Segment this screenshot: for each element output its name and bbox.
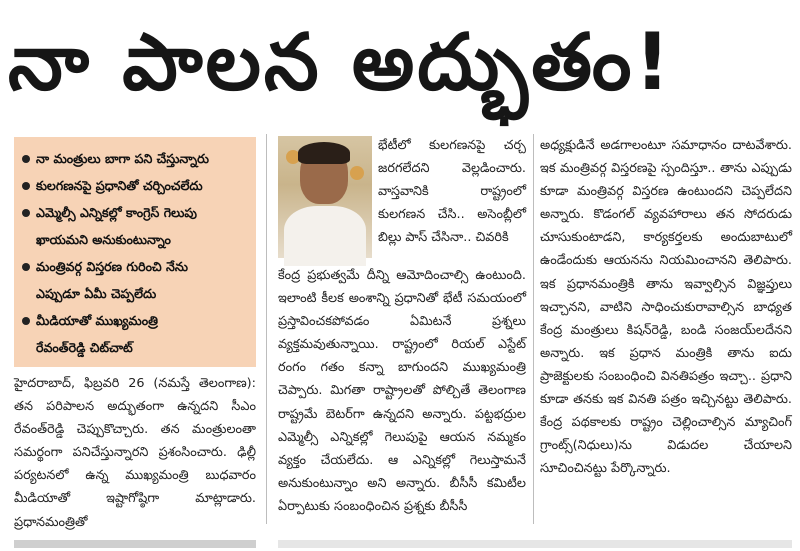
column-divider xyxy=(533,134,534,524)
article-column-2-top: భేటీలో కులగణనపై చర్చ జరగలేదని వెల్లడించారు. వాస్తవానికి రాష్ట్రంలో కులగణన చేసి.. అసెంబ్లీలో బిల్లు పాస్ చేసినా.. చివరికి xyxy=(378,138,526,246)
highlight-item: మంత్రివర్గ విస్తరణ గురించి నేను ఎప్పుడూ ఏమీ చెప్పలేదు xyxy=(20,253,250,307)
article-column-3: అధ్యక్షుడినే అడగాలంటూ సమాధానం దాటవేశారు. ఇక మంత్రివర్గ విస్తరణపై స్పందిస్తూ.. తాను ఎప్పుడు కూడా మంత్రివర్గ విస్తరణ ఉంటుందని చెప్పలేదని అన్నారు. కొడంగల్ వ్యవహారాలు తన సోదరుడు చూసుకుంటాడని, కార్యకర్తలకు అందుబాటులో ఉండేందుకు ఆయనను నియమించానని తెలిపారు. ఇక ప్రధానమంత్రికి తాను ఇవ్వాల్సిన విజ్ఞప్తులు ఇచ్చానని, వాటిని సాధించుకురావాల్సిన బాధ్యత కేంద్ర మంత్రులు కిషన్‌రెడ్డి, బండి సంజయ్‌లదేనని అన్నారు. ఇక ప్రధాన మంత్రికి తాను ఐదు ప్రాజెక్టులకు సంబంధించి వినతిపత్రం ఇచ్చా.. ప్రధాని కూడా తనకు ఇక వినతి పత్రం ఇచ్చినట్టు తెలిపారు. కేంద్ర పథకాలకు రాష్ట్రం చెల్లించాల్సిన మ్యాచింగ్ గ్రాంట్స్(నిధులు)ను విడుదల చేయాలని సూచించినట్టు పేర్కొన్నారు. xyxy=(540,138,792,477)
bullet-icon xyxy=(22,209,30,217)
portrait-body xyxy=(284,206,366,266)
article-column-1: హైదరాబాద్, ఫిబ్రవరి 26 (నమస్తే తెలంగాణ): తన పరిపాలన అద్భుతంగా ఉన్నదని సీఎం రేవంత్‌రెడ్డి చెప్పుకొచ్చారు. తన మంత్రులంతా సమర్థంగా పనిచేస్తున్నారని ప్రశంసించారు. ఢిల్లీ పర్యటనలో ఉన్న ముఖ్యమంత్రి బుధవారం మీడియాతో ఇష్టాగోష్ఠిగా మాట్లాడారు. ప్రధానమంత్రితో xyxy=(14,376,256,530)
bullet-icon xyxy=(22,263,30,271)
footer-bar xyxy=(278,540,792,548)
bullet-icon xyxy=(22,155,30,163)
footer-bar xyxy=(14,540,256,548)
background-flower xyxy=(350,166,364,180)
portrait-photo xyxy=(278,136,372,258)
highlight-item: ఎమ్మెల్సీ ఎన్నికల్లో కాంగ్రెస్ గెలుపు ఖాయమని అనుకుంటున్నాం xyxy=(20,199,250,253)
column-divider xyxy=(266,134,267,524)
portrait-hair xyxy=(298,142,350,164)
highlight-item: మీడియాతో ముఖ్యమంత్రి రేవంత్‌రెడ్డి చిట్‌చాట్ xyxy=(20,307,250,361)
bullet-icon xyxy=(22,182,30,190)
highlight-item: నా మంత్రులు బాగా పని చేస్తున్నారు xyxy=(20,145,250,172)
headline: నా పాలన అద్భుతం! xyxy=(8,18,674,108)
bullet-icon xyxy=(22,317,30,325)
highlight-item: కులగణనపై ప్రధానితో చర్చించలేదు xyxy=(20,172,250,199)
highlights-box xyxy=(14,137,256,367)
article-column-2: కేంద్ర ప్రభుత్వమే దీన్ని ఆమోదించాల్సి ఉంటుంది. ఇలాంటి కీలక అంశాన్ని ప్రధానితో భేటీ సమయంలో ప్రస్తావించకపోవడం ఏమిటనే ప్రశ్నలు వ్యక్తమవుతున్నాయి. రాష్ట్రంలో రియల్ ఎస్టేట్ రంగం గతం కన్నా బాగుందని ముఖ్యమంత్రి చెప్పారు. మిగతా రాష్ట్రాలతో పోల్చితే తెలంగాణ రాష్ట్రమే బెటర్‌గా ఉన్నదని అన్నారు. పట్టభద్రుల ఎమ్మెల్సీ ఎన్నికల్లో గెలుపుపై ఆయన నమ్మకం వ్యక్తం చేయలేదు. ఆ ఎన్నికల్లో గెలుస్తామనే అనుకుంటున్నాం అని అన్నారు. బీసీసీ కమిటీల ఏర్పాటుకు సంబంధించిన ప్రశ్నకు బీసీసీ xyxy=(278,268,526,514)
